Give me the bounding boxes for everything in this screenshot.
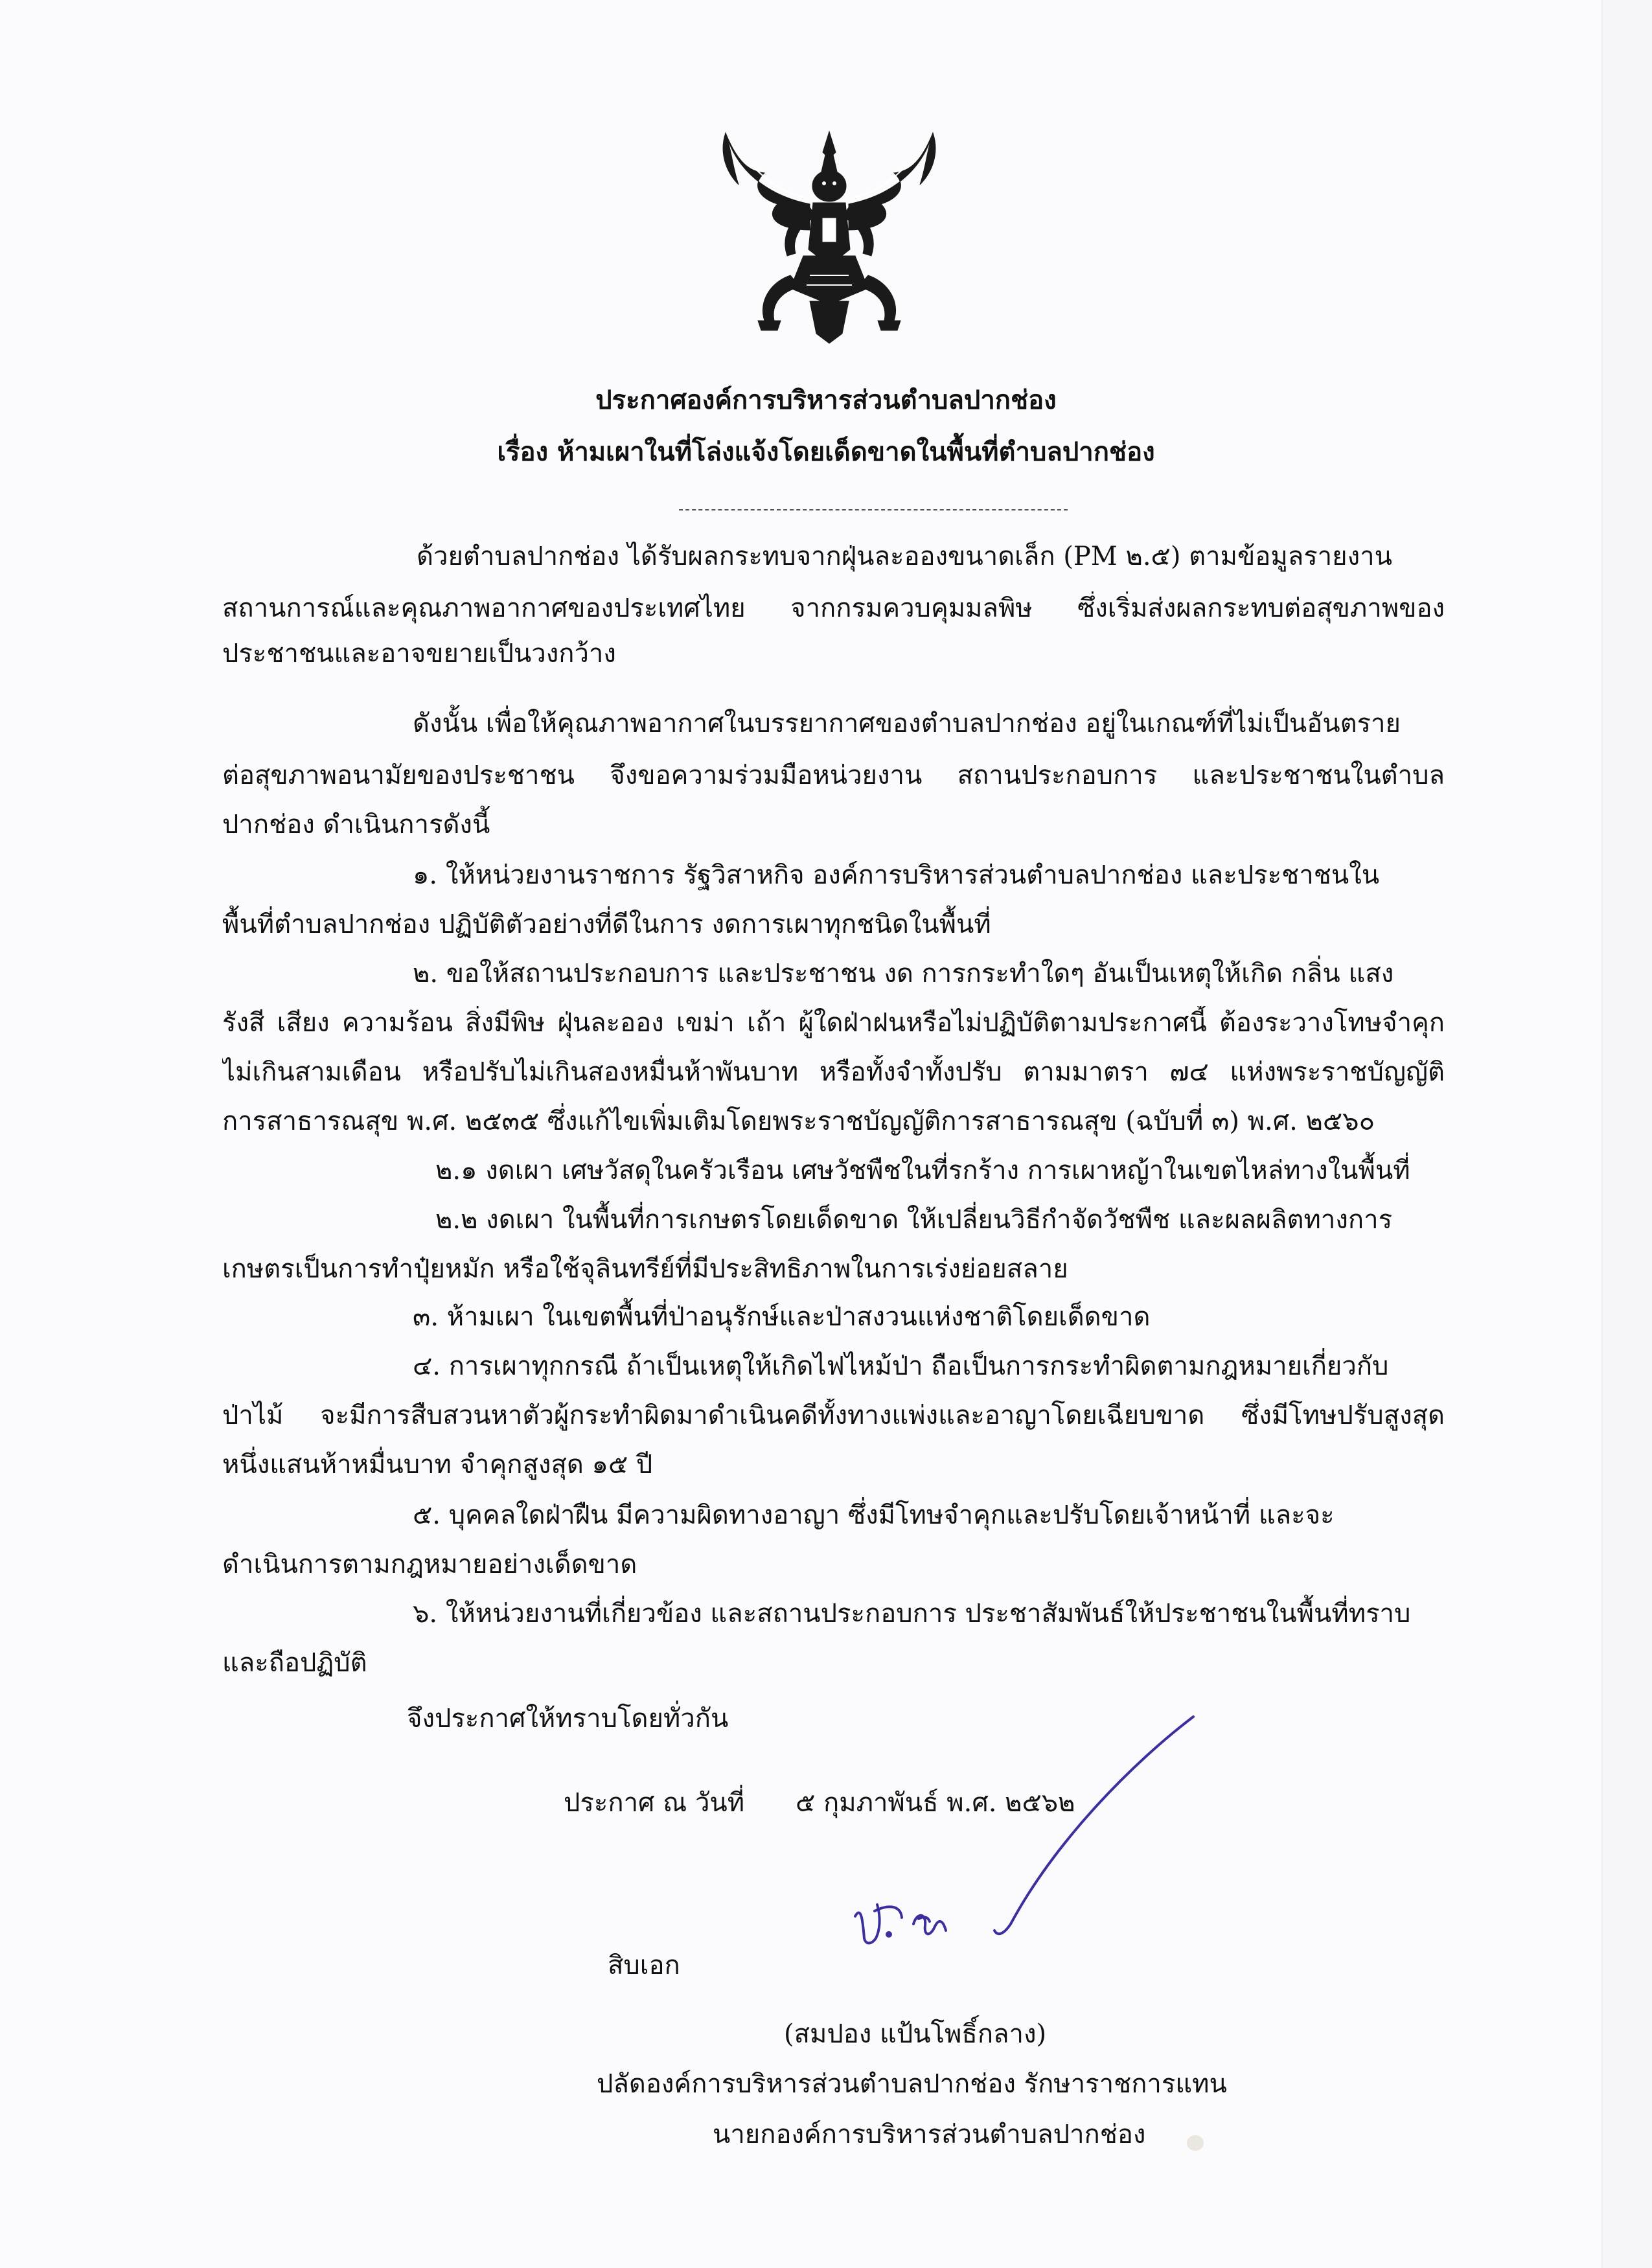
body-line: ดังนั้น เพื่อให้คุณภาพอากาศในบรรยากาศของตำบลปากช่อง อยู่ในเกณฑ์ที่ไม่เป็นอันตราย	[413, 709, 1401, 739]
body-line: ปากช่อง ดำเนินการดังนี้	[222, 810, 490, 840]
closing-line: จึงประกาศให้ทราบโดยทั่วกัน	[407, 1704, 729, 1734]
body-line: การสาธารณสุข พ.ศ. ๒๕๓๕ ซึ่งแก้ไขเพิ่มเติมโดยพระราชบัญญัติการสาธารณสุข (ฉบับที่ ๓) พ.ศ. ๒๕๖๐	[222, 1106, 1375, 1136]
body-line: สถานการณ์และคุณภาพอากาศของประเทศไทย จากกรมควบคุมมลพิษ ซึ่งเริ่มส่งผลกระทบต่อสุขภาพของ	[222, 593, 1445, 623]
signer-position-acting: นายกองค์การบริหารส่วนตำบลปากช่อง	[713, 2120, 1146, 2149]
body-line: ดำเนินการตามกฎหมายอย่างเด็ดขาด	[222, 1550, 637, 1579]
body-line: ต่อสุขภาพอนามัยของประชาชน จึงขอความร่วมมือหน่วยงาน สถานประกอบการ และประชาชนในตำบล	[222, 761, 1445, 790]
body-line: รังสี เสียง ความร้อน สิ่งมีพิษ ฝุ่นละออง เขม่า เถ้า ผู้ใดฝ่าฝนหรือไม่ปฏิบัติตามประกาศนี้ ต้องระวางโทษจำคุก	[222, 1008, 1445, 1038]
list-item: ๔. การเผาทุกกรณี ถ้าเป็นเหตุให้เกิดไฟไหม้ป่า ถือเป็นการกระทำผิดตามกฎหมายเกี่ยวกับ	[413, 1351, 1389, 1381]
body-line: พื้นที่ตำบลปากช่อง ปฏิบัติตัวอย่างที่ดีในการ งดการเผาทุกชนิดในพื้นที่	[222, 910, 991, 939]
announcement-date-label: ประกาศ ณ วันที่	[564, 1788, 745, 1818]
list-item: ๕. บุคคลใดฝ่าฝืน มีความผิดทางอาญา ซึ่งมีโทษจำคุกและปรับโดยเจ้าหน้าที่ และจะ	[413, 1500, 1335, 1530]
paper-stain	[1187, 2135, 1204, 2151]
page-edge	[1601, 0, 1652, 2268]
signer-position: ปลัดองค์การบริหารส่วนตำบลปากช่อง รักษาราชการแทน	[597, 2069, 1227, 2099]
garuda-emblem-icon	[713, 126, 946, 347]
signer-rank: สิบเอก	[608, 1951, 680, 1980]
document-title: ประกาศองค์การบริหารส่วนตำบลปากช่อง	[595, 385, 1057, 415]
sub-list-item: ๒.๒ งดเผา ในพื้นที่การเกษตรโดยเด็ดขาด ให้เปลี่ยนวิธีกำจัดวัชพืช และผลผลิตทางการ	[435, 1205, 1393, 1235]
list-item: ๖. ให้หน่วยงานที่เกี่ยวข้อง และสถานประกอบการ ประชาสัมพันธ์ให้ประชาชนในพื้นที่ทราบ	[413, 1599, 1411, 1629]
body-line: ป่าไม้ จะมีการสืบสวนหาตัวผู้กระทำผิดมาดำเนินคดีทั้งทางแพ่งและอาญาโดยเฉียบขาด ซึ่งมีโทษปรับสูงสุด	[222, 1401, 1445, 1430]
body-line: ด้วยตำบลปากช่อง ได้รับผลกระทบจากฝุ่นละอองขนาดเล็ก (PM ๒.๕) ตามข้อมูลรายงาน	[417, 542, 1392, 571]
body-line: ประชาชนและอาจขยายเป็นวงกว้าง	[222, 639, 616, 669]
body-line: และถือปฏิบัติ	[222, 1648, 367, 1678]
body-line: เกษตรเป็นการทำปุ๋ยหมัก หรือใช้จุลินทรีย์ที่มีประสิทธิภาพในการเร่งย่อยสลาย	[222, 1254, 1068, 1284]
list-item: ๑. ให้หน่วยงานราชการ รัฐวิสาหกิจ องค์การบริหารส่วนตำบลปากช่อง และประชาชนใน	[413, 860, 1380, 890]
signer-name: (สมปอง แป้นโพธิ์กลาง)	[784, 2019, 1047, 2049]
body-line: หนึ่งแสนห้าหมื่นบาท จำคุกสูงสุด ๑๕ ปี	[222, 1450, 653, 1480]
handwritten-signature	[810, 1710, 1211, 1956]
list-item: ๒. ขอให้สถานประกอบการ และประชาชน งด การกระทำใดๆ อันเป็นเหตุให้เกิด กลิ่น แสง	[413, 959, 1394, 989]
announcement-date-value: ๕ กุมภาพันธ์ พ.ศ. ๒๕๖๒	[796, 1788, 1075, 1818]
title-divider	[679, 509, 1068, 510]
sub-list-item: ๒.๑ งดเผา เศษวัสดุในครัวเรือน เศษวัชพืชในที่รกร้าง การเผาหญ้าในเขตไหล่ทางในพื้นที่	[435, 1156, 1410, 1186]
body-line: ไม่เกินสามเดือน หรือปรับไม่เกินสองหมื่นห้าพันบาท หรือทั้งจำทั้งปรับ ตามมาตรา ๗๔ แห่งพระราชบัญญัติ	[222, 1057, 1445, 1087]
document-subject: เรื่อง ห้ามเผาในที่โล่งแจ้งโดยเด็ดขาดในพื้นที่ตำบลปากช่อง	[497, 437, 1155, 467]
list-item: ๓. ห้ามเผา ในเขตพื้นที่ป่าอนุรักษ์และป่าสงวนแห่งชาติโดยเด็ดขาด	[413, 1302, 1151, 1332]
